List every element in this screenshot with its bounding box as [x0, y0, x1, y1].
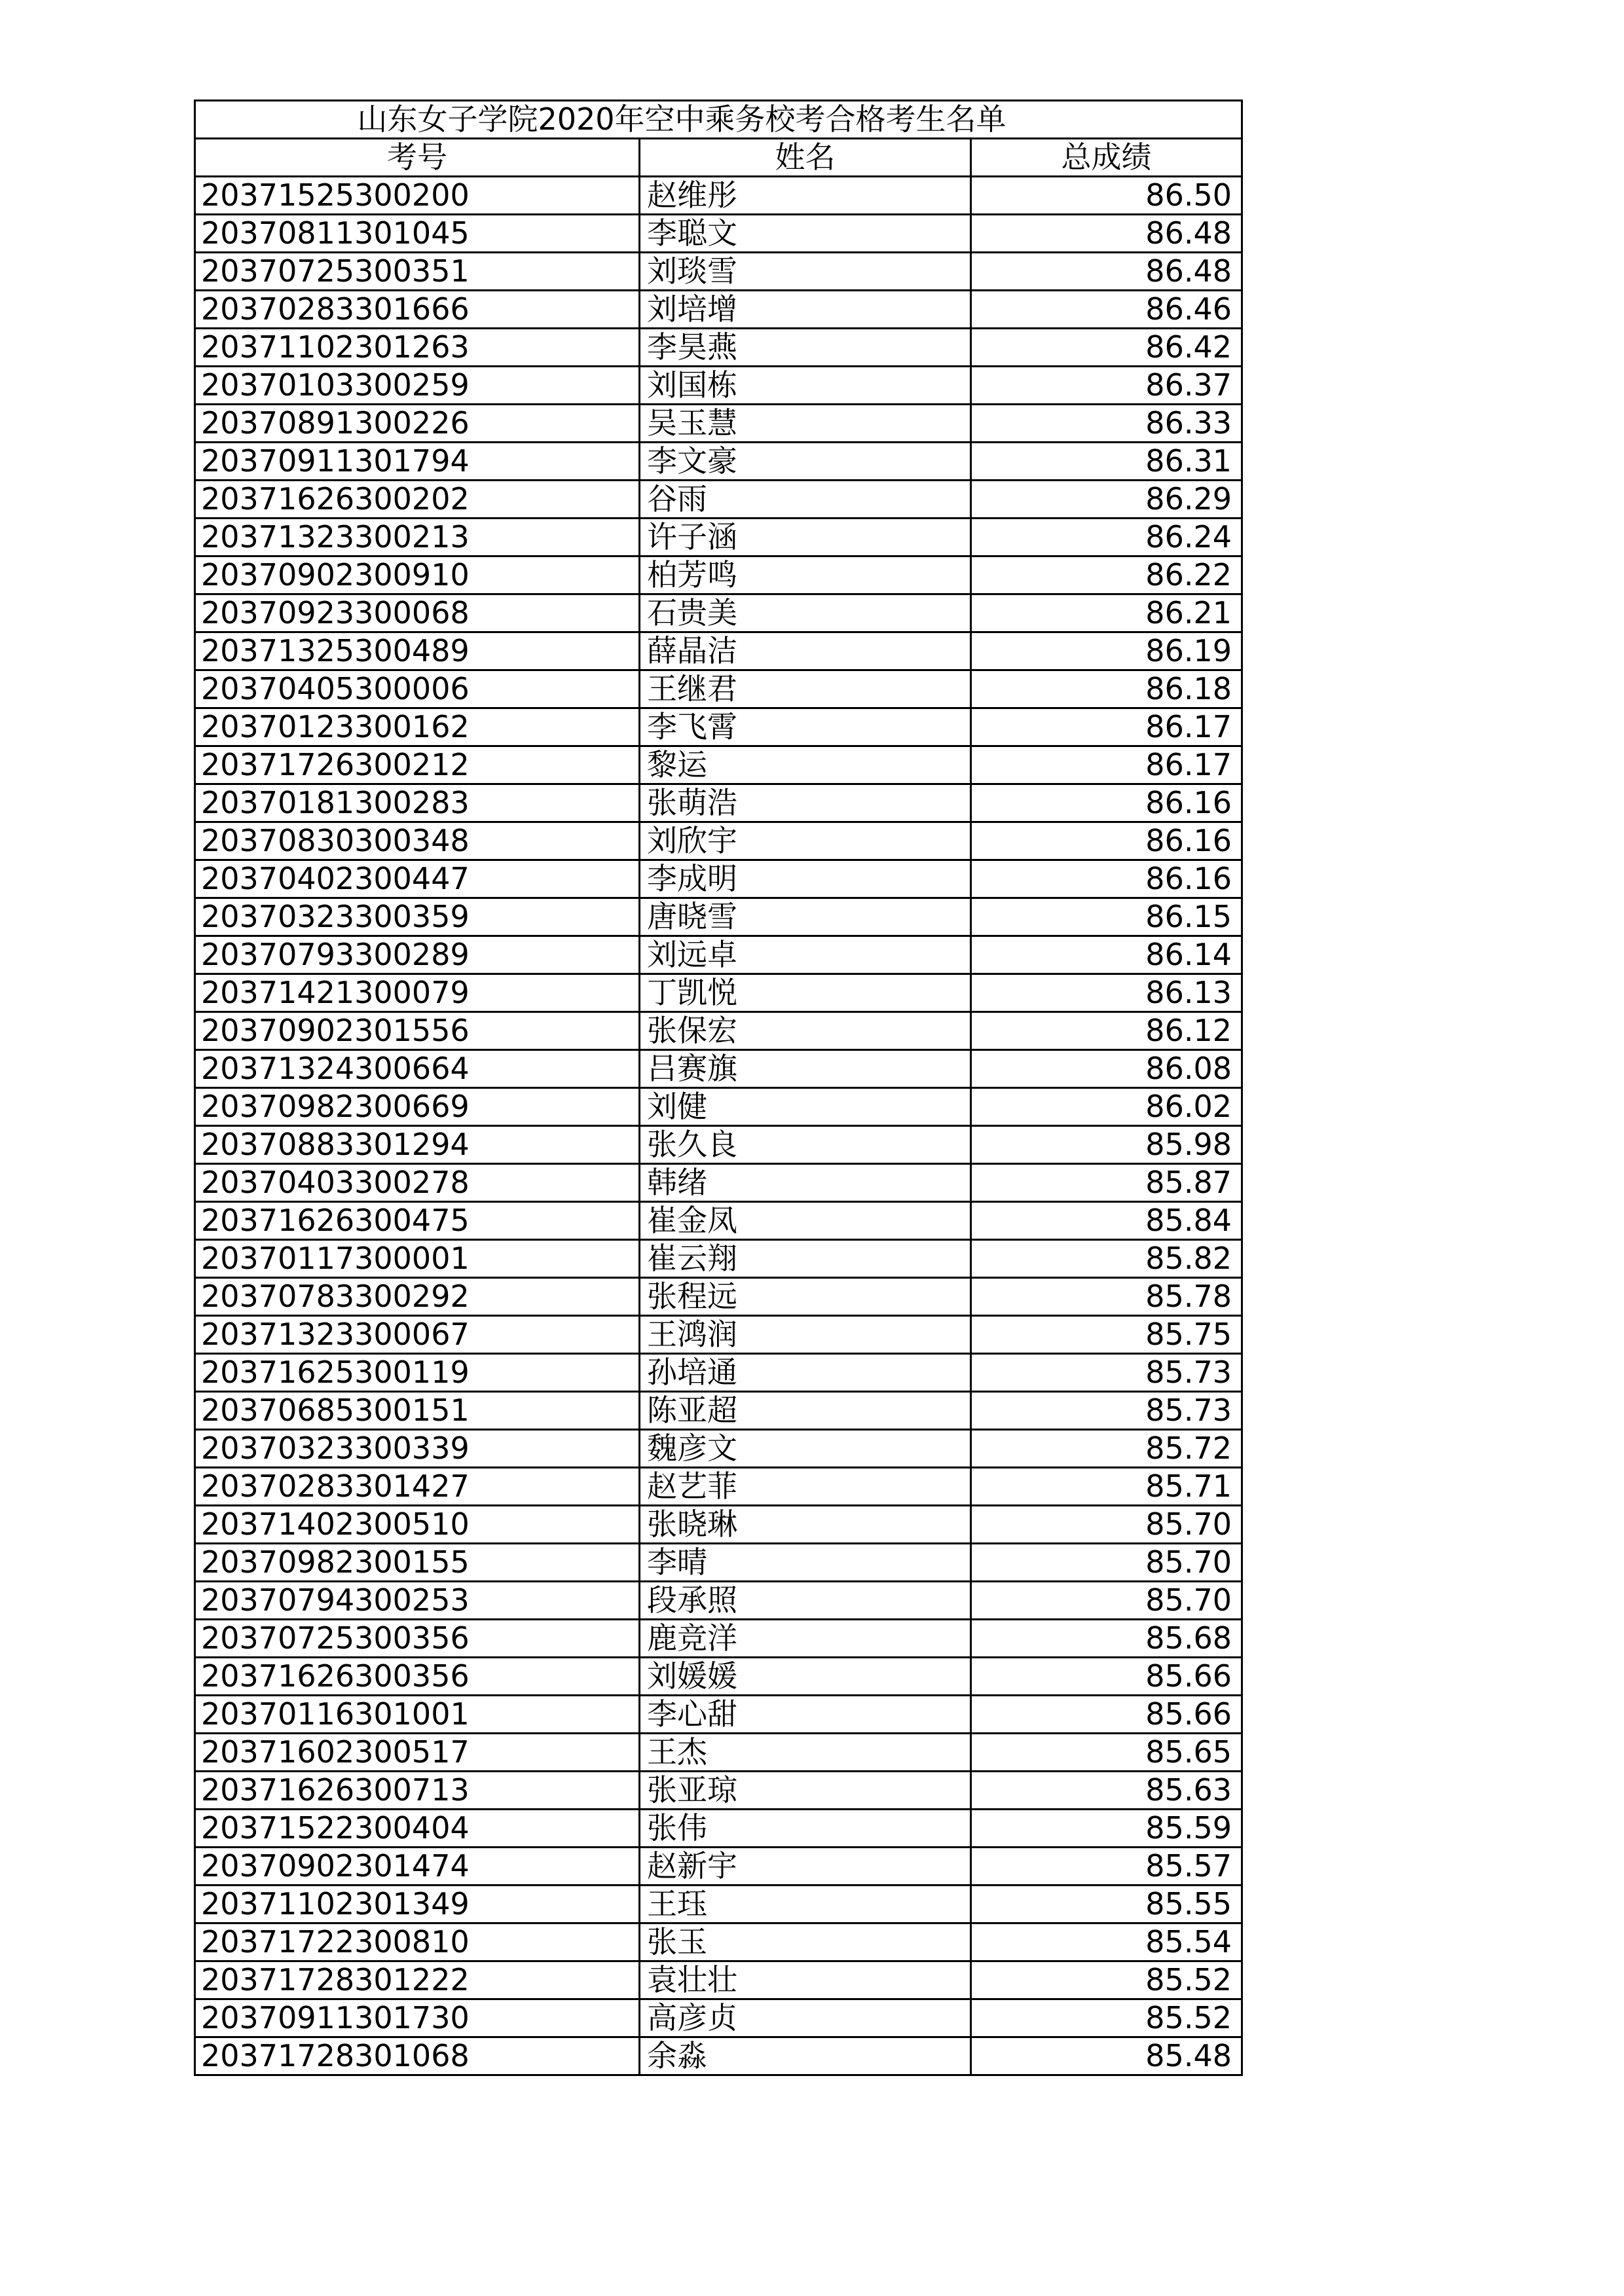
- name-cell: 刘培增: [640, 291, 971, 329]
- exam-id-cell: 20370685300151: [195, 1392, 640, 1430]
- score-cell: 85.87: [971, 1164, 1242, 1202]
- name-cell: 吴玉慧: [640, 405, 971, 443]
- exam-id-cell: 20371323300067: [195, 1316, 640, 1354]
- exam-id-cell: 20370830300348: [195, 822, 640, 860]
- name-cell: 高彦贞: [640, 1999, 971, 2037]
- table-row: [195, 1544, 1242, 1582]
- exam-id-cell: 20370725300356: [195, 1620, 640, 1658]
- name-cell: 柏芳鸣: [640, 556, 971, 594]
- table-row: [195, 1392, 1242, 1430]
- name-cell: 赵维彤: [640, 177, 971, 215]
- name-cell: 丁凯悦: [640, 974, 971, 1012]
- exam-id-cell: 20371626300475: [195, 1202, 640, 1240]
- exam-id-cell: 20371102301349: [195, 1886, 640, 1923]
- exam-id-cell: 20371525300200: [195, 177, 640, 215]
- table-row: [195, 1734, 1242, 1772]
- score-cell: 85.75: [971, 1316, 1242, 1354]
- score-cell: 86.16: [971, 860, 1242, 898]
- exam-id-cell: 20370283301666: [195, 291, 640, 329]
- exam-id-cell: 20371421300079: [195, 974, 640, 1012]
- name-cell: 刘远卓: [640, 936, 971, 974]
- name-cell: 张晓琳: [640, 1506, 971, 1544]
- score-cell: 85.66: [971, 1696, 1242, 1734]
- score-cell: 86.48: [971, 215, 1242, 253]
- name-cell: 李飞霄: [640, 708, 971, 746]
- score-cell: 85.70: [971, 1582, 1242, 1620]
- exam-id-cell: 20370902301474: [195, 1848, 640, 1886]
- score-cell: 85.82: [971, 1240, 1242, 1278]
- title-row: [195, 101, 1242, 139]
- score-cell: 86.15: [971, 898, 1242, 936]
- name-cell: 王继君: [640, 670, 971, 708]
- name-cell: 许子涵: [640, 519, 971, 556]
- score-cell: 86.29: [971, 481, 1242, 519]
- table-row: [195, 1354, 1242, 1392]
- exam-id-cell: 20370405300006: [195, 670, 640, 708]
- score-cell: 86.17: [971, 746, 1242, 784]
- score-cell: 85.73: [971, 1354, 1242, 1392]
- exam-id-cell: 20371728301222: [195, 1961, 640, 1999]
- table-row: [195, 1620, 1242, 1658]
- exam-id-cell: 20370103300259: [195, 367, 640, 405]
- name-cell: 李文豪: [640, 443, 971, 481]
- score-cell: 86.13: [971, 974, 1242, 1012]
- exam-id-cell: 20370911301794: [195, 443, 640, 481]
- exam-id-cell: 20371625300119: [195, 1354, 640, 1392]
- name-cell: 李晴: [640, 1544, 971, 1582]
- name-cell: 孙培通: [640, 1354, 971, 1392]
- exam-id-cell: 20370923300068: [195, 594, 640, 632]
- score-cell: 86.22: [971, 556, 1242, 594]
- table-body: [195, 177, 1242, 2075]
- table-row: [195, 1316, 1242, 1354]
- column-header-name: 姓名: [640, 139, 971, 177]
- score-cell: 86.33: [971, 405, 1242, 443]
- exam-id-cell: 20370116301001: [195, 1696, 640, 1734]
- name-cell: 李昊燕: [640, 329, 971, 367]
- table-row: [195, 215, 1242, 253]
- table-row: [195, 746, 1242, 784]
- score-cell: 86.02: [971, 1088, 1242, 1126]
- exam-id-cell: 20371325300489: [195, 632, 640, 670]
- name-cell: 韩绪: [640, 1164, 971, 1202]
- table-row: [195, 443, 1242, 481]
- name-cell: 黎运: [640, 746, 971, 784]
- score-cell: 85.70: [971, 1544, 1242, 1582]
- exam-id-cell: 20370283301427: [195, 1468, 640, 1506]
- exam-id-cell: 20370982300669: [195, 1088, 640, 1126]
- score-cell: 85.84: [971, 1202, 1242, 1240]
- document-title: [195, 101, 1242, 139]
- score-cell: 86.24: [971, 519, 1242, 556]
- score-cell: 86.16: [971, 784, 1242, 822]
- table-row: [195, 1278, 1242, 1316]
- score-cell: 86.17: [971, 708, 1242, 746]
- table-row: [195, 898, 1242, 936]
- name-cell: 崔云翔: [640, 1240, 971, 1278]
- name-cell: 段承照: [640, 1582, 971, 1620]
- exam-id-cell: 20371602300517: [195, 1734, 640, 1772]
- score-cell: 85.70: [971, 1506, 1242, 1544]
- exam-id-cell: 20370811301045: [195, 215, 640, 253]
- score-cell: 85.73: [971, 1392, 1242, 1430]
- table-row: [195, 1012, 1242, 1050]
- name-cell: 赵艺菲: [640, 1468, 971, 1506]
- exam-id-cell: 20371102301263: [195, 329, 640, 367]
- table-row: [195, 936, 1242, 974]
- table-row: [195, 291, 1242, 329]
- name-cell: 余淼: [640, 2037, 971, 2075]
- exam-id-cell: 20371728301068: [195, 2037, 640, 2075]
- exam-id-cell: 20370402300447: [195, 860, 640, 898]
- score-cell: 85.48: [971, 2037, 1242, 2075]
- name-cell: 刘健: [640, 1088, 971, 1126]
- name-cell: 刘欣宇: [640, 822, 971, 860]
- exam-id-cell: 20370181300283: [195, 784, 640, 822]
- table-row: [195, 1923, 1242, 1961]
- score-cell: 86.46: [971, 291, 1242, 329]
- exam-id-cell: 20370902301556: [195, 1012, 640, 1050]
- table-row: [195, 1999, 1242, 2037]
- exam-id-cell: 20370783300292: [195, 1278, 640, 1316]
- name-cell: 王珏: [640, 1886, 971, 1923]
- table-row: [195, 519, 1242, 556]
- table-row: [195, 329, 1242, 367]
- name-cell: 张久良: [640, 1126, 971, 1164]
- score-cell: 85.98: [971, 1126, 1242, 1164]
- name-cell: 薛晶洁: [640, 632, 971, 670]
- score-cell: 85.57: [971, 1848, 1242, 1886]
- table-row: [195, 253, 1242, 291]
- exam-id-cell: 20370123300162: [195, 708, 640, 746]
- name-cell: 李心甜: [640, 1696, 971, 1734]
- table-row: [195, 1202, 1242, 1240]
- score-cell: 86.42: [971, 329, 1242, 367]
- exam-id-cell: 20370793300289: [195, 936, 640, 974]
- table-row: [195, 708, 1242, 746]
- table-row: [195, 822, 1242, 860]
- name-cell: 唐晓雪: [640, 898, 971, 936]
- table-row: [195, 974, 1242, 1012]
- name-cell: 刘琰雪: [640, 253, 971, 291]
- name-cell: 刘媛媛: [640, 1658, 971, 1696]
- exam-id-cell: 20371726300212: [195, 746, 640, 784]
- exam-id-cell: 20371324300664: [195, 1050, 640, 1088]
- name-cell: 崔金凤: [640, 1202, 971, 1240]
- exam-id-cell: 20370403300278: [195, 1164, 640, 1202]
- name-cell: 赵新宇: [640, 1848, 971, 1886]
- candidate-table: [194, 100, 1243, 2076]
- score-cell: 86.48: [971, 253, 1242, 291]
- name-cell: 袁壮壮: [640, 1961, 971, 1999]
- table-row: [195, 784, 1242, 822]
- table-row: [195, 367, 1242, 405]
- table-row: [195, 1810, 1242, 1848]
- column-header-total-score: 总成绩: [971, 139, 1242, 177]
- exam-id-cell: 20370117300001: [195, 1240, 640, 1278]
- name-cell: 王鸿润: [640, 1316, 971, 1354]
- name-cell: 张萌浩: [640, 784, 971, 822]
- table-row: [195, 1126, 1242, 1164]
- table-row: [195, 594, 1242, 632]
- table-row: [195, 1430, 1242, 1468]
- exam-id-cell: 20371626300356: [195, 1658, 640, 1696]
- score-cell: 86.50: [971, 177, 1242, 215]
- exam-id-cell: 20371626300713: [195, 1772, 640, 1810]
- score-cell: 86.37: [971, 367, 1242, 405]
- score-cell: 86.14: [971, 936, 1242, 974]
- table-row: [195, 632, 1242, 670]
- score-cell: 85.55: [971, 1886, 1242, 1923]
- score-cell: 85.52: [971, 1999, 1242, 2037]
- score-cell: 85.52: [971, 1961, 1242, 1999]
- name-cell: 王杰: [640, 1734, 971, 1772]
- table-row: [195, 2037, 1242, 2075]
- exam-id-cell: 20371722300810: [195, 1923, 640, 1961]
- exam-id-cell: 20370323300359: [195, 898, 640, 936]
- score-cell: 85.68: [971, 1620, 1242, 1658]
- table-row: [195, 1506, 1242, 1544]
- score-cell: 86.16: [971, 822, 1242, 860]
- score-cell: 85.66: [971, 1658, 1242, 1696]
- score-cell: 86.18: [971, 670, 1242, 708]
- table-row: [195, 1088, 1242, 1126]
- column-header-exam-id: 考号: [195, 139, 640, 177]
- header-row: [195, 139, 1242, 177]
- exam-id-cell: 20370982300155: [195, 1544, 640, 1582]
- score-cell: 85.54: [971, 1923, 1242, 1961]
- name-cell: 刘国栋: [640, 367, 971, 405]
- score-cell: 85.65: [971, 1734, 1242, 1772]
- score-cell: 85.72: [971, 1430, 1242, 1468]
- table-row: [195, 1582, 1242, 1620]
- table-row: [195, 860, 1242, 898]
- exam-id-cell: 20370902300910: [195, 556, 640, 594]
- score-cell: 85.59: [971, 1810, 1242, 1848]
- table-row: [195, 1886, 1242, 1923]
- table-row: [195, 405, 1242, 443]
- exam-id-cell: 20370323300339: [195, 1430, 640, 1468]
- table-row: [195, 1468, 1242, 1506]
- table-row: [195, 1961, 1242, 1999]
- exam-id-cell: 20370794300253: [195, 1582, 640, 1620]
- exam-id-cell: 20371402300510: [195, 1506, 640, 1544]
- table-row: [195, 1658, 1242, 1696]
- table-row: [195, 670, 1242, 708]
- exam-id-cell: 20371323300213: [195, 519, 640, 556]
- name-cell: 李聪文: [640, 215, 971, 253]
- score-cell: 86.19: [971, 632, 1242, 670]
- exam-id-cell: 20370725300351: [195, 253, 640, 291]
- table-row: [195, 1772, 1242, 1810]
- name-cell: 陈亚超: [640, 1392, 971, 1430]
- table-row: [195, 481, 1242, 519]
- table-row: [195, 1848, 1242, 1886]
- name-cell: 张亚琼: [640, 1772, 971, 1810]
- exam-id-cell: 20371522300404: [195, 1810, 640, 1848]
- table-row: [195, 556, 1242, 594]
- table-row: [195, 177, 1242, 215]
- name-cell: 魏彦文: [640, 1430, 971, 1468]
- score-cell: 85.63: [971, 1772, 1242, 1810]
- name-cell: 吕赛旗: [640, 1050, 971, 1088]
- score-cell: 85.78: [971, 1278, 1242, 1316]
- name-cell: 张程远: [640, 1278, 971, 1316]
- table-row: [195, 1240, 1242, 1278]
- name-cell: 张玉: [640, 1923, 971, 1961]
- score-cell: 86.31: [971, 443, 1242, 481]
- exam-id-cell: 20370911301730: [195, 1999, 640, 2037]
- table-row: [195, 1696, 1242, 1734]
- name-cell: 李成明: [640, 860, 971, 898]
- table-row: [195, 1050, 1242, 1088]
- exam-id-cell: 20370883301294: [195, 1126, 640, 1164]
- score-cell: 85.71: [971, 1468, 1242, 1506]
- name-cell: 张伟: [640, 1810, 971, 1848]
- score-cell: 86.12: [971, 1012, 1242, 1050]
- table-row: [195, 1164, 1242, 1202]
- document-title-text: 山东女子学院2020年空中乘务校考合格考生名单: [357, 101, 1006, 137]
- name-cell: 张保宏: [640, 1012, 971, 1050]
- name-cell: 鹿竞洋: [640, 1620, 971, 1658]
- exam-id-cell: 20370891300226: [195, 405, 640, 443]
- score-cell: 86.21: [971, 594, 1242, 632]
- name-cell: 石贵美: [640, 594, 971, 632]
- score-cell: 86.08: [971, 1050, 1242, 1088]
- name-cell: 谷雨: [640, 481, 971, 519]
- exam-id-cell: 20371626300202: [195, 481, 640, 519]
